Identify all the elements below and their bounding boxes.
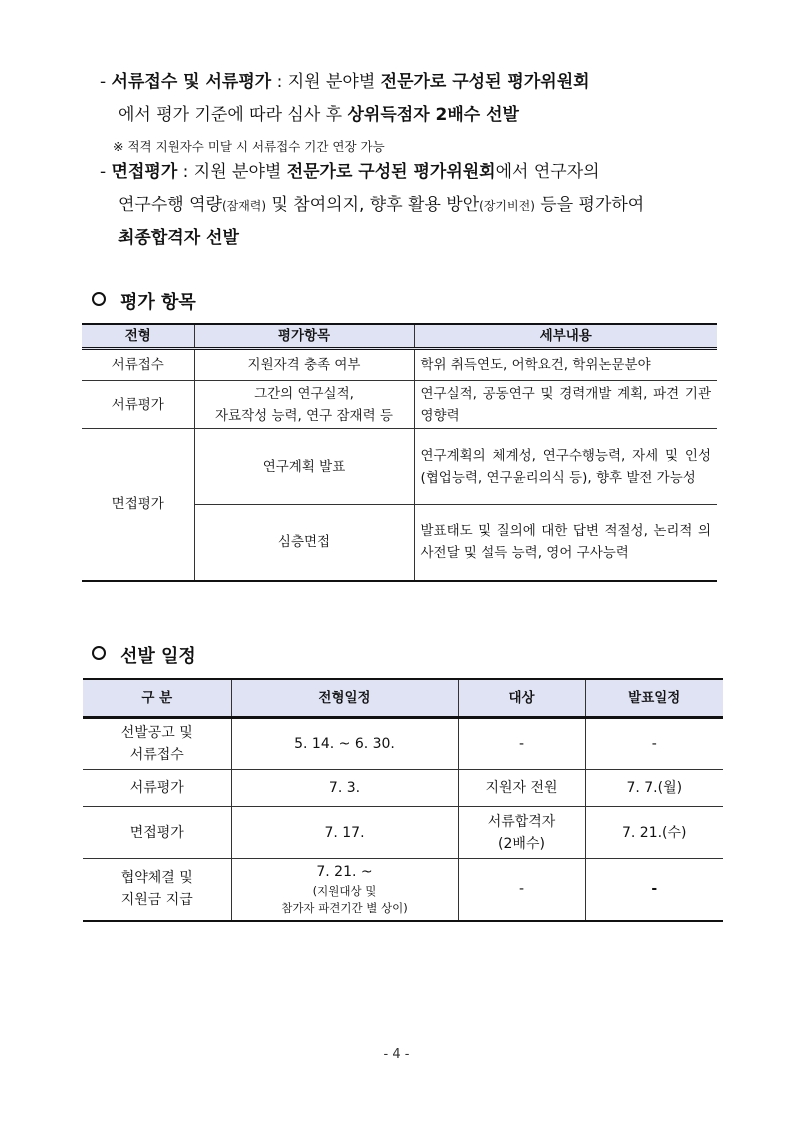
col-header-item: 평가항목 xyxy=(194,324,414,349)
cell-period: 5. 14. ~ 6. 30. xyxy=(231,718,458,770)
cell-period-date: 7. 21. ~ xyxy=(316,864,373,881)
doc-eval-line-2 xyxy=(118,103,519,127)
cell-period xyxy=(231,859,458,921)
doc-eval-label: 서류접수 및 서류평가 xyxy=(111,72,272,92)
cell-target: 지원자 전원 xyxy=(458,770,585,807)
cell-period: 7. 17. xyxy=(231,807,458,859)
table-row xyxy=(83,770,723,807)
circle-bullet-icon xyxy=(92,646,106,660)
interview-text-2: 에서 연구자의 xyxy=(495,162,600,182)
eval-items-table xyxy=(82,323,717,582)
doc-eval-committee: 전문가로 구성된 평가위원회 xyxy=(380,72,590,92)
table-row xyxy=(82,381,717,429)
cell-announce: - xyxy=(585,718,723,770)
cell-stage: 서류접수 xyxy=(82,349,194,381)
cell-announce: - xyxy=(585,859,723,921)
table-row xyxy=(82,429,717,505)
cell-period-note: (지원대상 및 참가자 파견기간 별 상이) xyxy=(281,884,408,916)
interview-vision-note: (장기비전) xyxy=(479,199,535,213)
interview-evaluate: 등을 평가하여 xyxy=(534,195,645,215)
col-header-stage: 전형 xyxy=(82,324,194,349)
interview-line-2 xyxy=(118,193,644,218)
cell-target: - xyxy=(458,718,585,770)
col-header-category: 구 분 xyxy=(83,679,231,718)
cell-item: 심층면접 xyxy=(194,505,414,581)
cell-stage: 서류평가 xyxy=(82,381,194,429)
cell-item: 연구계획 발표 xyxy=(194,429,414,505)
interview-text-1: : 지원 분야별 xyxy=(177,162,287,182)
cell-item: 그간의 연구실적, 자료작성 능력, 연구 잠재력 등 xyxy=(194,381,414,429)
cell-announce: 7. 21.(수) xyxy=(585,807,723,859)
cell-detail: 학위 취득연도, 어학요건, 학위논문분야 xyxy=(414,349,717,381)
section-eval-items-title xyxy=(92,288,196,314)
interview-potential-note: (잠재력) xyxy=(221,199,267,213)
interview-label: 면접평가 xyxy=(111,162,178,182)
doc-eval-note: ※ 적격 지원자수 미달 시 서류접수 기간 연장 가능 xyxy=(113,139,385,154)
interview-line-1: - 면접평가 : 지원 분야별 전문가로 구성된 평가위원회에서 연구자의 xyxy=(100,162,600,182)
col-header-detail: 세부내용 xyxy=(414,324,717,349)
interview-committee: 전문가로 구성된 평가위원회 xyxy=(286,162,496,182)
cell-item: 지원자격 충족 여부 xyxy=(194,349,414,381)
interview-competence: 연구수행 역량 xyxy=(118,195,222,215)
section-eval-items-label: 평가 항목 xyxy=(120,292,196,313)
doc-eval-selection: 상위득점자 2배수 선발 xyxy=(347,105,519,125)
table-row xyxy=(83,807,723,859)
cell-category: 서류평가 xyxy=(83,770,231,807)
section-schedule-label: 선발 일정 xyxy=(120,646,196,667)
cell-period: 7. 3. xyxy=(231,770,458,807)
doc-eval-text: : 지원 분야별 xyxy=(271,72,381,92)
cell-detail: 연구실적, 공동연구 및 경력개발 계획, 파견 기관 영향력 xyxy=(414,381,717,429)
section-schedule-title xyxy=(92,642,196,668)
cell-category: 선발공고 및 서류접수 xyxy=(83,718,231,770)
table-row xyxy=(83,718,723,770)
col-header-target: 대상 xyxy=(458,679,585,718)
table-row xyxy=(82,349,717,381)
table-row xyxy=(83,859,723,921)
cell-announce: 7. 7.(월) xyxy=(585,770,723,807)
cell-detail: 연구계획의 체계성, 연구수행능력, 자세 및 인성(협업능력, 연구윤리의식 등), 향후 발전 가능성 xyxy=(414,429,717,505)
schedule-table xyxy=(83,678,723,922)
cell-target: - xyxy=(458,859,585,921)
doc-eval-line-1: - 서류접수 및 서류평가 : 지원 분야별 전문가로 구성된 평가위원회 xyxy=(100,72,590,92)
col-header-period: 전형일정 xyxy=(231,679,458,718)
final-selection: 최종합격자 선발 xyxy=(118,228,239,248)
doc-eval-text-2: 에서 평가 기준에 따라 심사 후 xyxy=(118,105,348,125)
col-header-announce: 발표일정 xyxy=(585,679,723,718)
page-number: - 4 - xyxy=(383,1047,410,1062)
interview-willingness: 및 참여의지, 향후 활용 방안 xyxy=(266,195,480,215)
cell-stage: 면접평가 xyxy=(82,429,194,581)
circle-bullet-icon xyxy=(92,292,106,306)
cell-category: 면접평가 xyxy=(83,807,231,859)
cell-detail: 발표태도 및 질의에 대한 답변 적절성, 논리적 의사전달 및 설득 능력, 영어 구사능력 xyxy=(414,505,717,581)
cell-target: 서류합격자 (2배수) xyxy=(458,807,585,859)
cell-category: 협약체결 및 지원금 지급 xyxy=(83,859,231,921)
